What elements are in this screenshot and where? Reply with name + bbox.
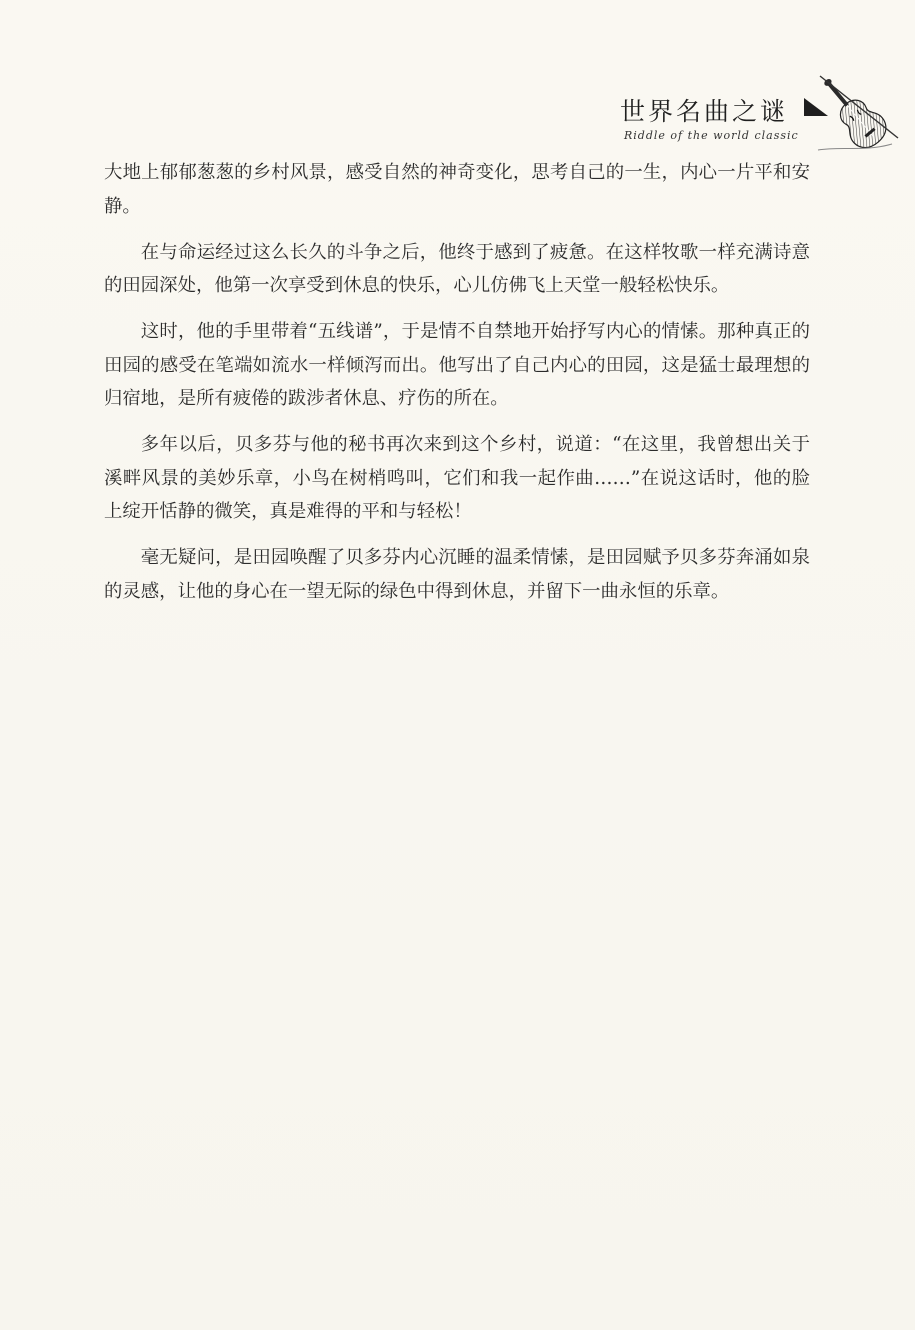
violin-icon [812,68,902,168]
header-title: 世界名曲之谜 [620,97,789,126]
paragraph-3: 这时，他的手里带着“五线谱”，于是情不自禁地开始抒写内心的情愫。那种真正的田园的感受在笔端如流水一样倾泻而出。他写出了自己内心的田园，这是猛士最理想的归宿地，是所有疲倦的跋涉者休息、疗伤的所在。 [104,321,810,409]
paragraph-2: 在与命运经过这么长久的斗争之后，他终于感到了疲惫。在这样牧歌一样充满诗意的田园深处，他第一次享受到休息的快乐，心儿仿佛飞上天堂一般轻松快乐。 [104,241,810,296]
body-text [104,156,810,621]
paragraph-1: 大地上郁郁葱葱的乡村风景，感受自然的神奇变化，思考自己的一生，内心一片平和安静。 [104,162,810,217]
paragraph-5: 毫无疑问，是田园唤醒了贝多芬内心沉睡的温柔情愫，是田园赋予贝多芬奔涌如泉的灵感，让他的身心在一望无际的绿色中得到休息，并留下一曲永恒的乐章。 [104,547,810,602]
header-subtitle: Riddle of the world classic [624,129,799,142]
paragraph-4: 多年以后，贝多芬与他的秘书再次来到这个乡村，说道：“在这里，我曾想出关于溪畔风景的美妙乐章，小鸟在树梢鸣叫，它们和我一起作曲……”在说这话时，他的脸上绽开恬静的微笑，真是难得的平和与轻松！ [104,434,810,522]
